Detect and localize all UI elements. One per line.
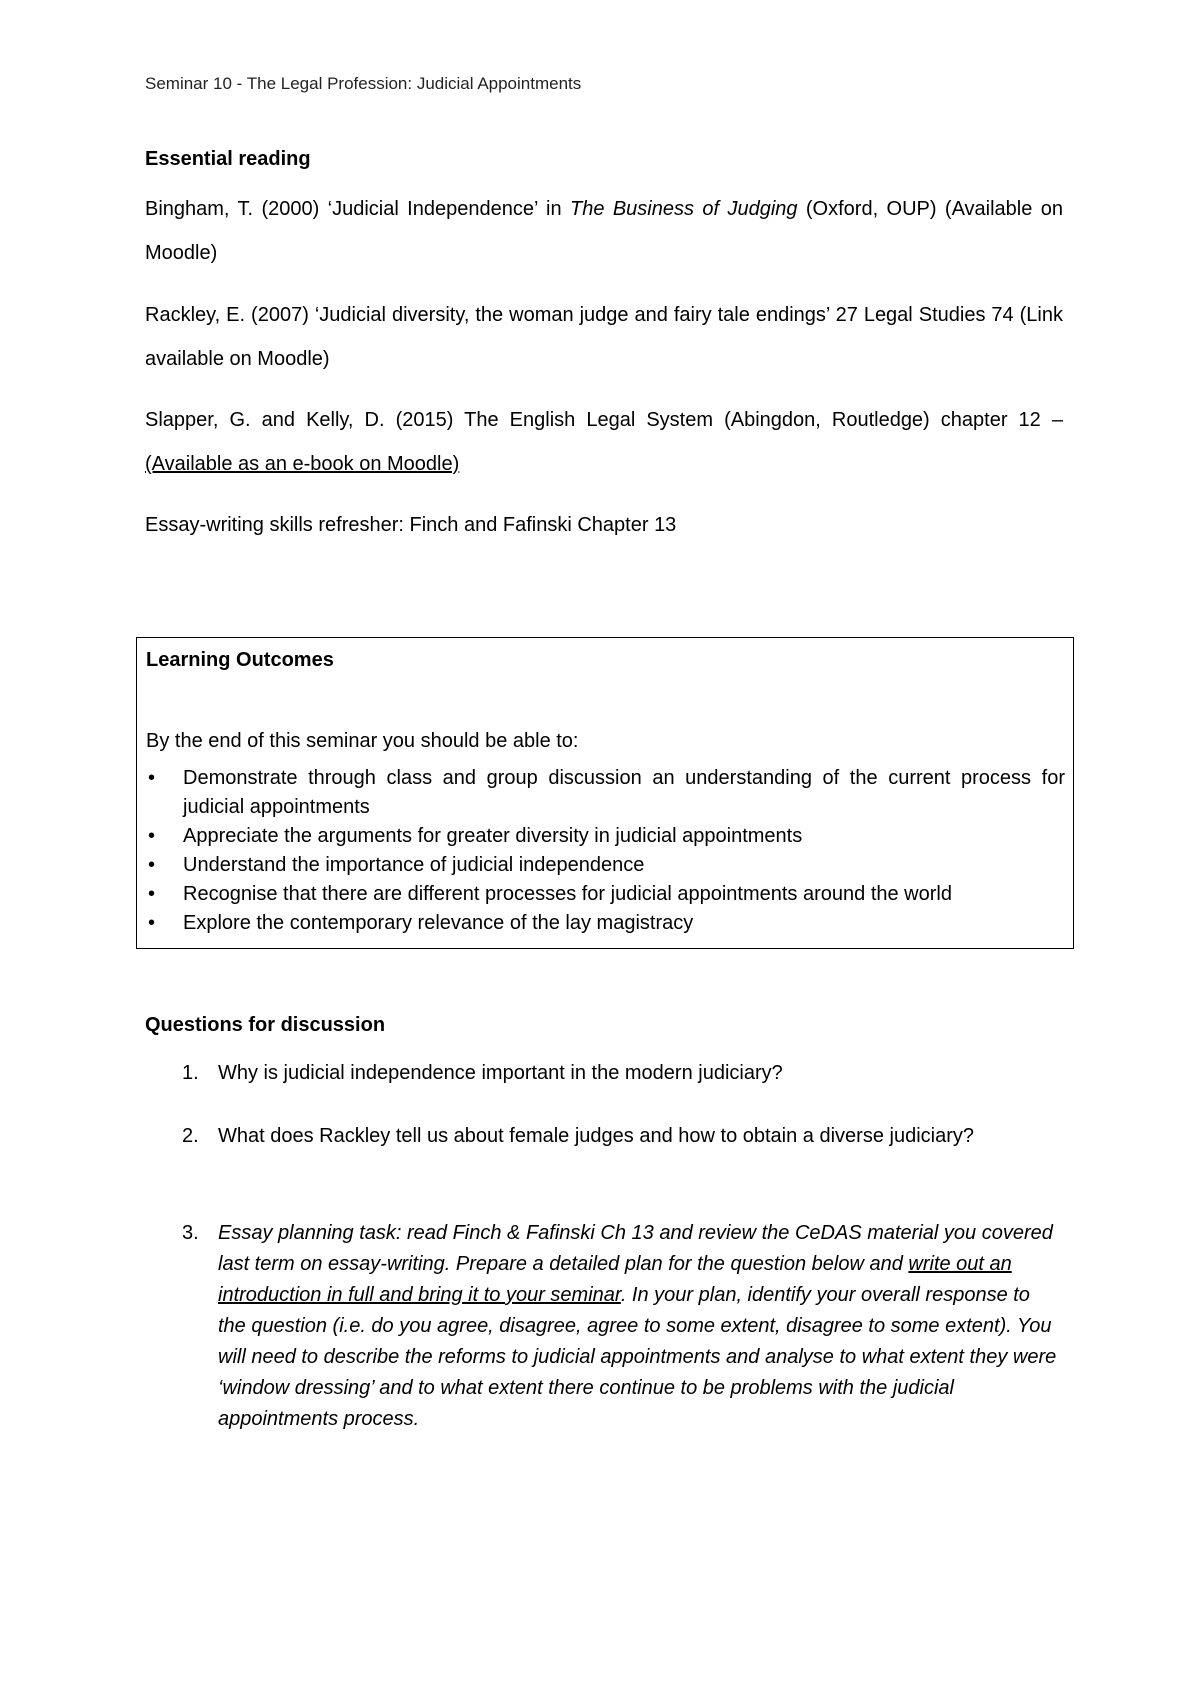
questions-heading: Questions for discussion xyxy=(145,1014,386,1036)
list-item: • Appreciate the arguments for greater diversity in judicial appointments xyxy=(146,822,1065,851)
reference-bingham: Bingham, T. (2000) ‘Judicial Independence’ in The Business of Judging (Oxford, OUP) (Available on Moodle) xyxy=(145,198,1063,264)
bullet-icon: • xyxy=(148,883,156,905)
learning-outcomes-intro: By the end of this seminar you should be able to: xyxy=(146,730,579,752)
page-header: Seminar 10 - The Legal Profession: Judicial Appointments xyxy=(145,74,582,93)
reference-slapper: Slapper, G. and Kelly, D. (2015) The English Legal System (Abingdon, Routledge) chapter 12 – (Available as an e-book on Moodle) xyxy=(145,409,1063,475)
bullet-icon: • xyxy=(148,767,156,789)
bullet-icon: • xyxy=(148,854,156,876)
list-item: • Recognise that there are different processes for judicial appointments around the world xyxy=(146,880,1065,909)
introduction-instruction: write out an introduction in full and bring it to your seminar xyxy=(218,1253,1012,1306)
list-item: • Explore the contemporary relevance of the lay magistracy xyxy=(146,909,1065,938)
essential-reading-heading: Essential reading xyxy=(145,148,311,170)
moodle-ebook-link[interactable]: (Available as an e-book on Moodle) xyxy=(145,453,460,475)
list-item: • Demonstrate through class and group discussion an understanding of the current process for judicial appointments xyxy=(146,764,1065,822)
learning-outcomes-list xyxy=(146,764,1065,938)
learning-outcomes-title: Learning Outcomes xyxy=(146,649,334,671)
bullet-icon: • xyxy=(148,825,156,847)
reference-rackley: Rackley, E. (2007) ‘Judicial diversity, the woman judge and fairy tale endings’ 27 Legal Studies 74 (Link available on Moodle) xyxy=(145,304,1063,370)
list-item: • Understand the importance of judicial independence xyxy=(146,851,1065,880)
learning-outcomes-box xyxy=(136,637,1074,949)
book-title: The Business of Judging xyxy=(570,198,798,220)
essay-skills-refresher: Essay-writing skills refresher: Finch and Fafinski Chapter 13 xyxy=(145,514,677,536)
document-page: Seminar 10 - The Legal Profession: Judicial Appointments Essential reading Bingham, T. (2000) ‘Judicial Independence’ in The Business of Judging (Oxford, OUP) (Available on Moodle) Rackley, E. (2007) ‘Judicial diversity, the woman judge and fairy tale endings’ 27 Legal Studies 74 (Link available on Moodle) Slapper, G. and Kelly, D. (2015) The English Legal System (Abingdon, Routledge) chapter 12 – (Available as an e-book on Moodle) Essay-writing skills refresher: Finch and Fafinski Chapter 13 Learning Outcomes By the end of this seminar you should be able to: • Demonstrate through class and group discussion an understanding of the current process for judicial appointments • Appreciate the arguments for greater diversity in judicial appointments • Understand the importance of judicial independence • Recognise that there are different processes for judicial appointments around the world • Explore the contemporary relevance of the lay magistracy Questions for discussion 1. Why is judicial independence important in the modern judiciary? 2. What does Rackley tell us about female judges and how to obtain a diverse judiciary? 3. Essay planning task: read Finch & Fafinski Ch 13 and review the CeDAS material you covered last term on essay-writing. Prepare a detailed plan for the question below and write out an introduction in full and bring it to your seminar. In your plan, identify your overall response to the question (i.e. do you agree, disagree, agree to some extent, disagree to some extent). You will need to describe the reforms to judicial appointments and analyse to what extent they were ‘window dressing’ and to what extent there continue to be problems with the judicial appointments process. xyxy=(0,0,1200,1698)
bullet-icon: • xyxy=(148,912,156,934)
